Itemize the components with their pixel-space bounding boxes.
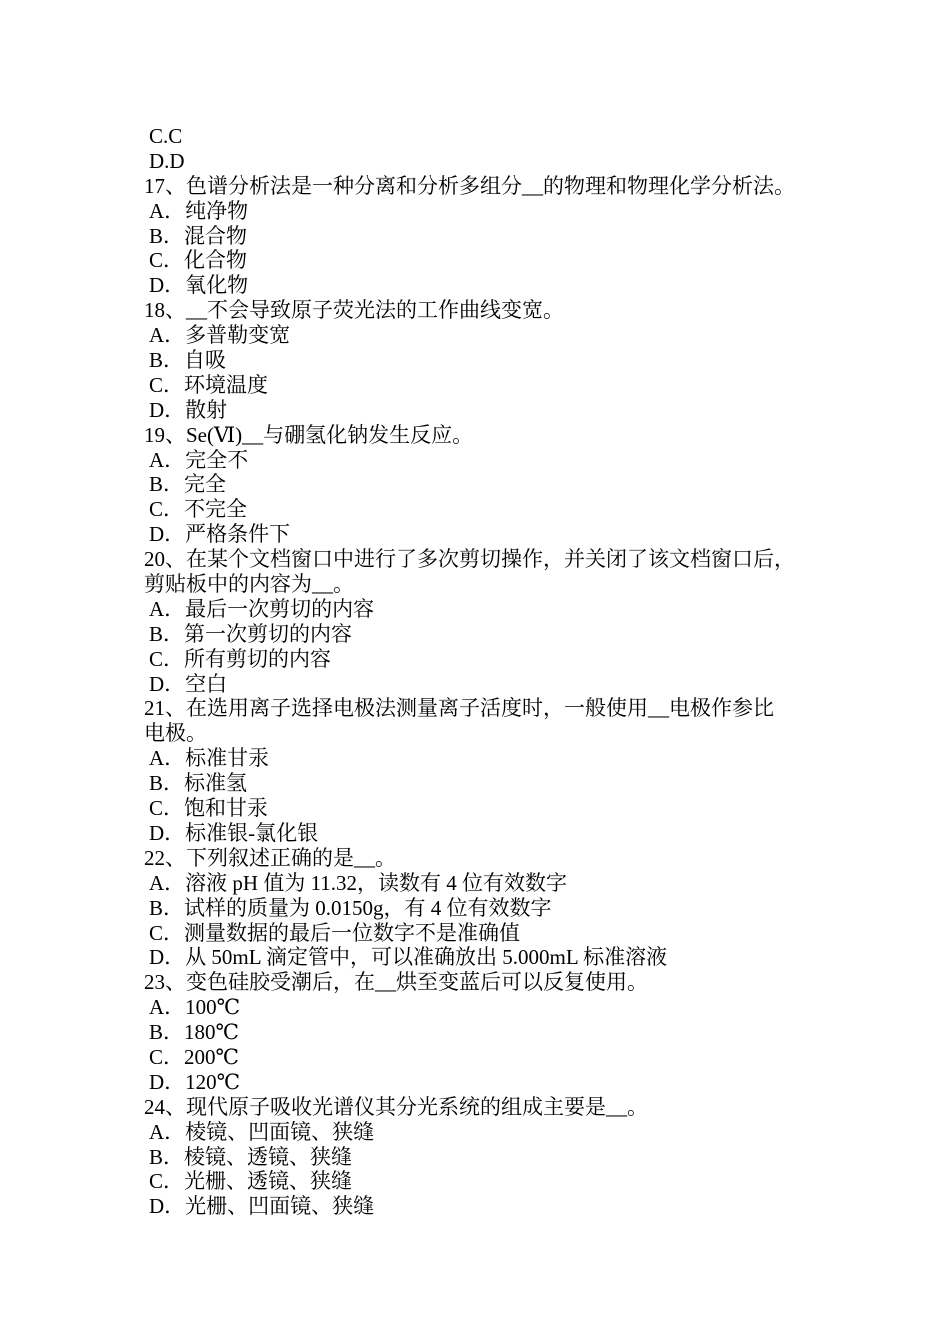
option-line: D．严格条件下	[149, 522, 291, 547]
question-line: 21、在选用离子选择电极法测量离子活度时，一般使用__电极作参比	[144, 696, 774, 721]
option-line: B．180℃	[149, 1020, 239, 1045]
option-line: A．纯净物	[149, 198, 249, 223]
option-line: A．最后一次剪切的内容	[149, 596, 375, 621]
option-line: D．散射	[149, 397, 228, 422]
question-line: 24、现代原子吸收光谱仪其分光系统的组成主要是__。	[144, 1094, 648, 1119]
option-line: D．从 50mL 滴定管中，可以准确放出 5.000mL 标准溶液	[149, 945, 668, 970]
option-line: C．饱和甘汞	[149, 796, 269, 821]
option-line: A．棱镜、凹面镜、狭缝	[149, 1119, 375, 1144]
option-line: B．第一次剪切的内容	[149, 621, 353, 646]
question-line: 22、下列叙述正确的是__。	[144, 845, 396, 870]
document-page	[144, 124, 834, 1219]
option-line: D．标准银-氯化银	[149, 820, 319, 845]
option-line: A．完全不	[149, 447, 249, 472]
question-line: 17、色谱分析法是一种分离和分析多组分__的物理和物理化学分析法。	[144, 173, 795, 198]
question-line: 20、在某个文档窗口中进行了多次剪切操作，并关闭了该文档窗口后，	[144, 547, 795, 572]
option-line: D.D	[149, 148, 185, 173]
question-line: 23、变色硅胶受潮后，在__烘至变蓝后可以反复使用。	[144, 970, 648, 995]
option-line: C．环境温度	[149, 372, 269, 397]
option-line: C．所有剪切的内容	[149, 646, 332, 671]
option-line: C．200℃	[149, 1044, 239, 1069]
option-line: C．光栅、透镜、狭缝	[149, 1169, 353, 1194]
option-line: D．氧化物	[149, 273, 249, 298]
option-line: A．标准甘汞	[149, 746, 270, 771]
option-line: B．自吸	[149, 348, 227, 373]
question-line: 19、Se(Ⅵ)__与硼氢化钠发生反应。	[144, 422, 474, 447]
option-line: C．测量数据的最后一位数字不是准确值	[149, 920, 521, 945]
option-line: D．120℃	[149, 1069, 241, 1094]
option-line: B．试样的质量为 0.0150g，有 4 位有效数字	[149, 895, 552, 920]
option-line: C．不完全	[149, 497, 248, 522]
option-line: B．混合物	[149, 223, 248, 248]
question-line: 剪贴板中的内容为__。	[144, 572, 354, 597]
option-line: B．棱镜、透镜、狭缝	[149, 1144, 353, 1169]
option-line: B．完全	[149, 472, 227, 497]
option-line: A．多普勒变宽	[149, 323, 291, 348]
question-line: 电极。	[144, 721, 207, 746]
option-line: D．光栅、凹面镜、狭缝	[149, 1194, 375, 1219]
option-line: A．溶液 pH 值为 11.32，读数有 4 位有效数字	[149, 870, 568, 895]
option-line: A．100℃	[149, 995, 241, 1020]
question-line: 18、__不会导致原子荧光法的工作曲线变宽。	[144, 298, 564, 323]
option-line: B．标准氢	[149, 771, 248, 796]
option-line: C．化合物	[149, 248, 248, 273]
option-line: C.C	[149, 124, 183, 148]
option-line: D．空白	[149, 671, 228, 696]
